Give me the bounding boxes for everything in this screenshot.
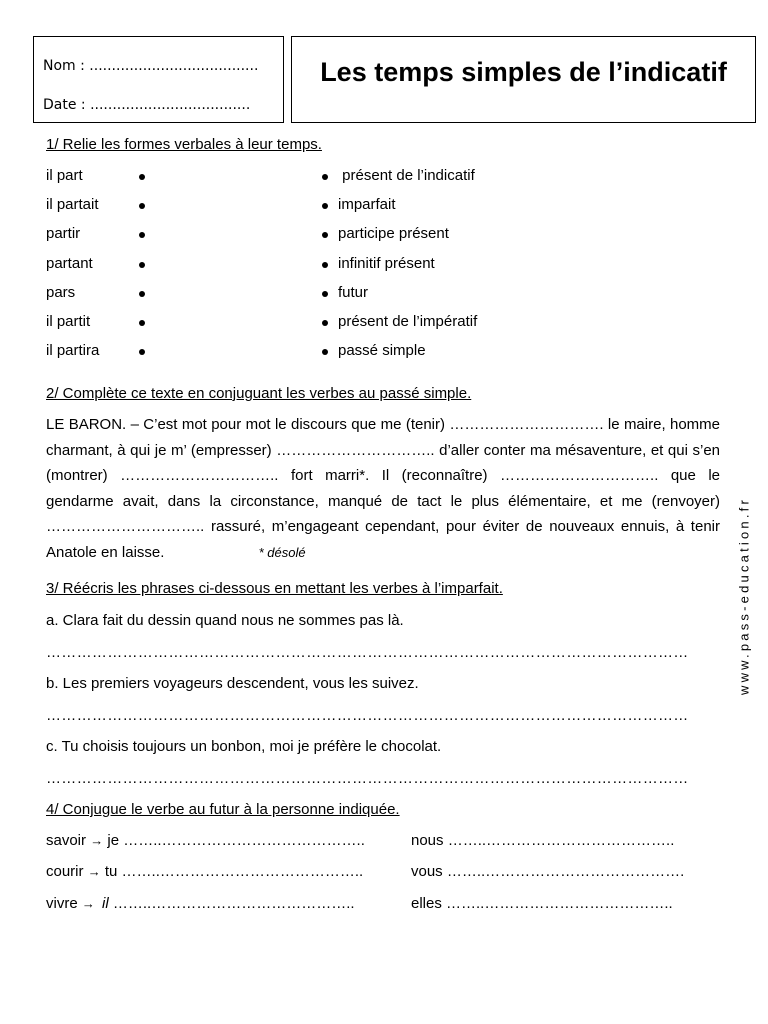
tense-item: présent de l’indicatif [338,167,475,184]
right-bullet-point[interactable] [322,174,328,180]
right-bullet-point[interactable] [322,291,328,297]
tense-item: infinitif présent [338,254,435,272]
row-savoir [46,832,365,849]
answer-blank[interactable]: ……..………………………………….. [123,832,365,849]
name-date-box [33,36,284,123]
right-bullet-point[interactable] [322,232,328,238]
right-bullet-point[interactable] [322,349,328,355]
answer-line-b[interactable]: ……………………………………………………………………………………………………………… [46,707,689,724]
row-vivre [46,895,355,912]
left-bullet-point[interactable] [139,203,145,209]
verb: courir [46,863,84,880]
exercise-3-heading: 3/ Réécris les phrases ci-dessous en mettant les verbes à l’imparfait. [46,580,503,597]
answer-elles[interactable]: elles ……..……………………………….. [411,895,673,912]
left-bullet-point[interactable] [139,232,145,238]
verb: savoir [46,832,87,849]
pronoun: il [102,895,109,912]
arrow-icon: → [81,896,95,911]
left-bullet-point[interactable] [139,349,145,355]
right-bullet-point[interactable] [322,262,328,268]
name-field[interactable]: Nom : ...................................... [43,58,259,74]
passage-text: LE BARON. – C’est mot pour mot le discours que me (tenir) …………………………. le maire, homme charmant, à qui je m’ (empresser) ………………………….. d’aller conter ma mésaventure, et qui s’en (montrer) ………………………….. fort marri*. Il (reconnaître) ………………………….. que le gendarme avait, dans la circonstance, manqué de tact le plus élémentaire, et me (renvoyer) ………………………….. rassuré, m’engageant cependant, pour éviter de nouveaux ennuis, à tenir Anatole en laisse. [46,416,720,561]
verb-form-item: il part [46,167,83,184]
answer-blank[interactable]: ……..………………………………….. [121,863,364,880]
exercise-2-text [46,412,720,565]
sentence-c: c. Tu choisis toujours un bonbon, moi je préfère le chocolat. [46,738,442,755]
right-bullet-point[interactable] [322,203,328,209]
left-bullet-point[interactable] [139,320,145,326]
verb-form-item: il partait [46,196,99,214]
pronoun: tu [104,863,118,880]
verb: vivre [46,895,78,912]
title-box [291,36,756,123]
answer-vous[interactable]: vous ……..…………………………………. [411,863,685,880]
exercise-2-heading: 2/ Complète ce texte en conjuguant les verbes au passé simple. [46,385,472,402]
date-field[interactable]: Date : .................................... [43,97,251,113]
verb-form-item: partant [46,254,93,272]
tense-item: imparfait [338,196,396,214]
pronoun: je [107,832,120,849]
answer-blank[interactable]: ……..………………………………….. [112,895,355,912]
answer-line-c[interactable]: ……………………………………………………………………………………………………………… [46,770,689,787]
exercise-1-heading: 1/ Relie les formes verbales à leur temps. [46,136,322,153]
left-bullet-point[interactable] [139,262,145,268]
page-title: Les temps simples de l’indicatif [320,57,727,87]
tense-item: passé simple [338,342,426,360]
answer-line-a[interactable]: ……………………………………………………………………………………………………………… [46,644,689,661]
answer-nous[interactable]: nous ……..……………………………….. [411,832,675,849]
right-bullet-point[interactable] [322,320,328,326]
verb-form-item: il partira [46,342,100,360]
sentence-b: b. Les premiers voyageurs descendent, vous les suivez. [46,675,419,692]
left-bullet-point[interactable] [139,174,145,180]
left-bullet-point[interactable] [139,291,145,297]
side-url: www.pass-education.fr [736,497,752,695]
verb-form-item: partir [46,225,81,243]
tense-item: participe présent [338,225,449,243]
row-courir [46,863,363,880]
arrow-icon: → [90,833,104,848]
footnote: * désolé [258,544,306,560]
tense-item: présent de l’impératif [338,313,478,330]
sentence-a: a. Clara fait du dessin quand nous ne sommes pas là. [46,612,404,629]
arrow-icon: → [87,864,101,879]
verb-form-item: il partit [46,313,91,330]
tense-item: futur [338,283,369,301]
exercise-4-heading: 4/ Conjugue le verbe au futur à la personne indiquée. [46,801,400,818]
verb-form-item: pars [46,283,76,301]
